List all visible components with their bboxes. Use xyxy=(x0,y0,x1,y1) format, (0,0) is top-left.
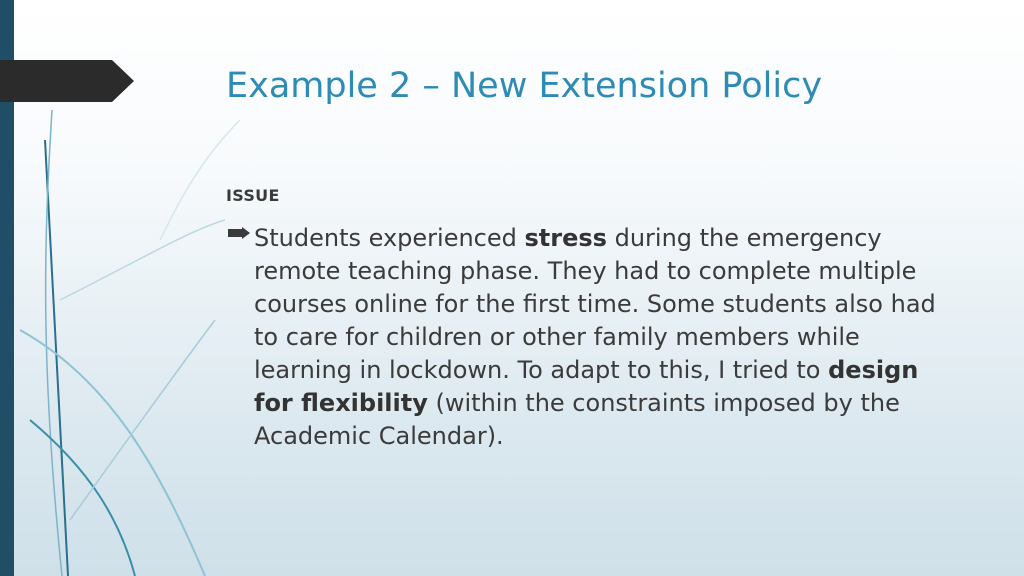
title-tab-shape xyxy=(0,60,134,102)
emphasis-stress: stress xyxy=(524,224,607,252)
bullet-text: Students experienced stress during the emergency remote teaching phase. They had to complete multiple courses online for the first time. Some students also had to care for children or other family members while learning in lockdown. To adapt to this, I tried to design for flexibility (within the constraints imposed by the Academic Calendar). xyxy=(254,224,936,450)
slide-title: Example 2 – New Extension Policy xyxy=(226,66,823,106)
bullet-item xyxy=(228,222,948,453)
section-heading: ISSUE xyxy=(226,186,280,205)
emphasis-design-for-flexibility: design for flexibility xyxy=(254,356,919,417)
arrow-right-icon xyxy=(228,227,250,239)
